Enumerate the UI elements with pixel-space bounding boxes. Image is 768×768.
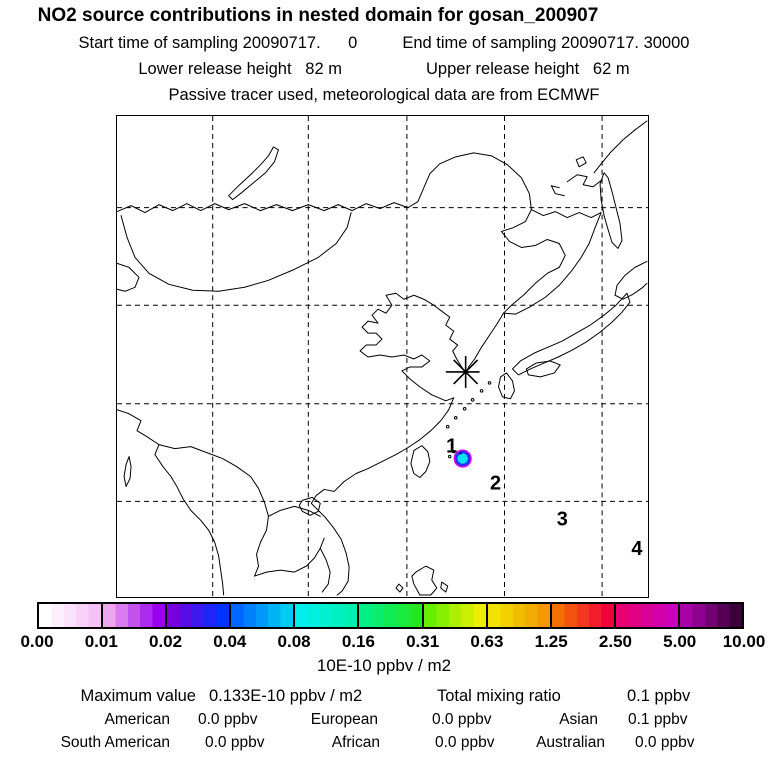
colorbar-unit-label: 10E-10 ppbv / m2 [316, 656, 452, 675]
colorbar-tick-0.02: 0.02 [148, 632, 183, 651]
colorbar-tick-5.00: 5.00 [663, 632, 697, 651]
map-region-number-1: 1 [446, 435, 458, 458]
region-asian-label: Asian [559, 711, 598, 728]
colorbar-segment-0 [39, 604, 103, 627]
tracer-info-line: Passive tracer used, meteorological data are from ECMWF [168, 86, 600, 104]
sampling-time-line [0, 34, 768, 53]
colorbar-segment-1 [103, 604, 167, 627]
colorbar-tick-10.00: 10.00 [722, 632, 766, 651]
colorbar-tick-labels [20, 632, 766, 652]
colorbar-tick-0.01: 0.01 [84, 632, 118, 651]
region-south-american-value: 0.0 ppbv [205, 734, 265, 751]
map-gridlines [117, 116, 648, 597]
upper-release-text: Upper release height 62 m [426, 60, 630, 78]
colorbar-tick-0.31: 0.31 [406, 632, 440, 651]
region-american-value: 0.0 ppbv [198, 711, 258, 728]
region-european-value: 0.0 ppbv [432, 711, 492, 728]
colorbar-segment-6 [424, 604, 488, 627]
release-height-line [0, 60, 768, 79]
colorbar-tick-1.25: 1.25 [534, 632, 568, 651]
max-value-label: Maximum value [80, 687, 196, 705]
total-mixing-ratio-label: Total mixing ratio [437, 687, 561, 705]
region-asian-value: 0.1 ppbv [628, 711, 688, 728]
colorbar-segment-4 [295, 604, 359, 627]
map-region-number-3: 3 [556, 508, 568, 531]
colorbar-tick-2.50: 2.50 [598, 632, 632, 651]
region-american-label: American [104, 711, 170, 728]
sampling-end-text: End time of sampling 20090717. 30000 [402, 34, 690, 52]
region-european-label: European [310, 711, 378, 728]
map-region-number-4: 4 [631, 538, 643, 561]
region-australian-label: Australian [536, 734, 605, 751]
source-dot-speck [460, 452, 462, 454]
colorbar-segment-7 [488, 604, 552, 627]
colorbar-tick-0.00: 0.00 [20, 632, 54, 651]
source-dot [456, 452, 469, 465]
colorbar-tick-0.16: 0.16 [341, 632, 375, 651]
lower-release-text: Lower release height 82 m [138, 60, 342, 78]
map-svg [117, 116, 648, 597]
max-value: 0.133E-10 ppbv / m2 [209, 687, 363, 705]
region-australian-value: 0.0 ppbv [635, 734, 695, 751]
colorbar-tick-0.04: 0.04 [213, 632, 247, 651]
colorbar-segment-8 [552, 604, 616, 627]
map-region-number-2: 2 [489, 472, 502, 495]
colorbar-segment-2 [167, 604, 231, 627]
page-title: NO2 source contributions in nested domain for gosan_200907 [37, 5, 599, 26]
colorbar-segment-5 [359, 604, 423, 627]
map-panel [116, 115, 649, 598]
colorbar-segment-3 [231, 604, 295, 627]
sampling-start-text: Start time of sampling 20090717. 0 [78, 34, 358, 52]
colorbar-tick-0.08: 0.08 [277, 632, 311, 651]
region-african-value: 0.0 ppbv [435, 734, 495, 751]
colorbar [37, 602, 744, 629]
region-south-american-label: South American [60, 734, 170, 751]
colorbar-segment-10 [680, 604, 742, 627]
total-mixing-ratio-value: 0.1 ppbv [627, 687, 691, 705]
colorbar-segment-9 [616, 604, 680, 627]
map-data-overlay [446, 356, 643, 560]
colorbar-tick-0.63: 0.63 [470, 632, 504, 651]
region-african-label: African [331, 734, 380, 751]
